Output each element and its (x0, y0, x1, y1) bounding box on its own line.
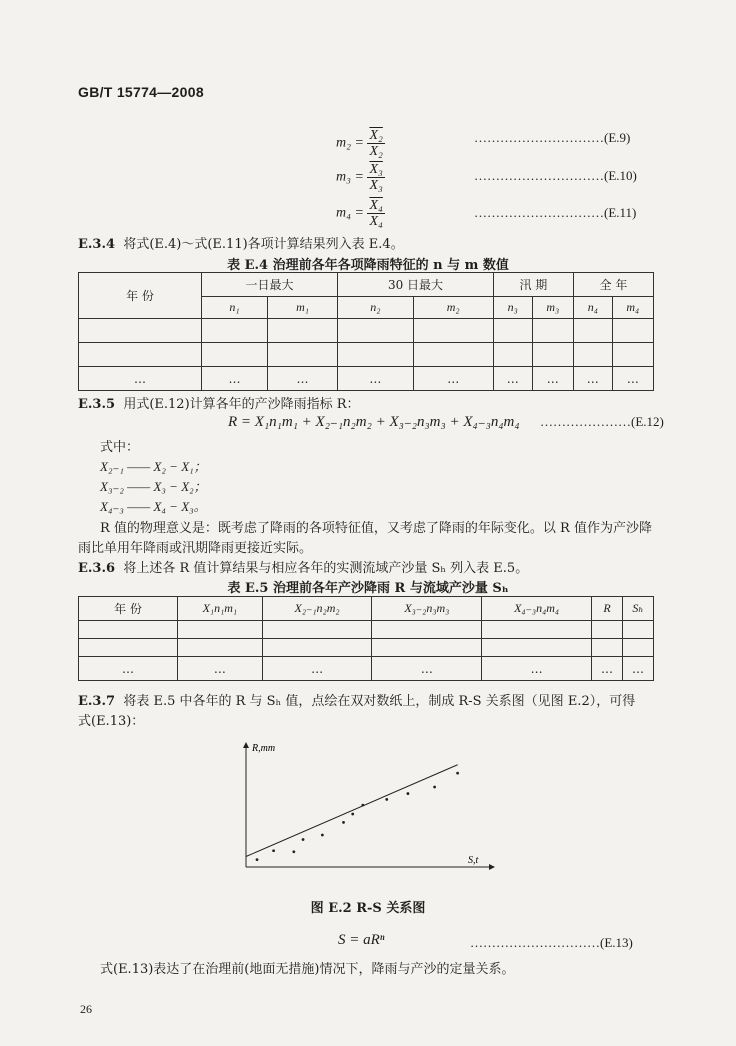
section-e36-text: 将上述各 R 值计算结果与相应各年的实测流域产沙量 Sₕ 列入表 E.5。 (123, 561, 529, 576)
table-e5-header: X₄₋₃n₄m₄ (482, 597, 592, 621)
table-e4-subheader: n₃ (493, 297, 532, 319)
section-e34-number: E.3.4 (78, 237, 116, 252)
table-e4-group-3: 汛 期 (493, 273, 573, 297)
table-cell-ellipsis: … (612, 367, 653, 391)
equation-ref-e11: …………………………(E.11) (474, 205, 637, 220)
data-point (272, 849, 275, 852)
section-e37-line2: 式(E.13)： (78, 714, 145, 729)
section-e34 (78, 233, 404, 252)
table-e5-header: R (591, 597, 622, 621)
table-e4-caption: 表 E.4 治理前各年各项降雨特征的 n 与 m 数值 (227, 258, 509, 273)
table-row (79, 319, 654, 343)
equation-m2 (336, 128, 385, 159)
table-e4-subheader: n₄ (573, 297, 612, 319)
section-e37 (78, 690, 635, 709)
section-e35-number: E.3.5 (78, 397, 116, 412)
figure-rs-chart (230, 735, 500, 875)
fit-line (246, 765, 458, 857)
table-cell-ellipsis: … (79, 657, 178, 681)
meaning-line-1: R 值的物理意义是：既考虑了降雨的各项特征值，又考虑了降雨的年际变化。以 R 值作为产沙降 (100, 521, 652, 536)
data-point (351, 813, 354, 816)
data-point (302, 838, 305, 841)
equation-m4-numerator: X₄ (369, 198, 383, 213)
table-e4-subheader: m₄ (612, 297, 653, 319)
equation-m3 (336, 162, 385, 193)
table-row (79, 621, 654, 639)
table-cell-ellipsis: … (573, 367, 612, 391)
equation-m4-denominator: X₄ (369, 214, 383, 229)
section-e35 (78, 393, 360, 412)
section-e36 (78, 557, 528, 576)
formula-s: S = aRⁿ (338, 932, 385, 948)
table-e5-header-year: 年 份 (79, 597, 178, 621)
table-cell-ellipsis: … (202, 367, 268, 391)
section-e37-number: E.3.7 (78, 694, 116, 709)
table-e4-group-1: 一日最大 (202, 273, 338, 297)
table-e5-header: X₂₋₁n₂m₂ (262, 597, 372, 621)
standard-number: GB/T 15774—2008 (78, 84, 204, 100)
equation-m3-numerator: X₃ (369, 162, 383, 177)
formula-s-ref: …………………………(E.13) (470, 935, 633, 950)
data-point (256, 858, 259, 861)
table-cell-ellipsis: … (338, 367, 413, 391)
section-e37-line1: 将表 E.5 中各年的 R 与 Sₕ 值，点绘在双对数纸上，制成 R-S 关系图（见图 E.2），可得 (123, 694, 636, 709)
where-line-2: X₃₋₂ —— X₃ − X₂； (100, 479, 207, 494)
equation-m2-numerator: X₂ (369, 128, 383, 143)
table-e5-header: X₁n₁m₁ (178, 597, 263, 621)
equation-ref-e9: …………………………(E.9) (474, 130, 631, 145)
table-row (79, 639, 654, 657)
data-point (342, 821, 345, 824)
table-row (79, 343, 654, 367)
conclusion: 式(E.13)表达了在治理前(地面无措施)情况下，降雨与产沙的定量关系。 (100, 962, 515, 977)
section-e36-number: E.3.6 (78, 561, 116, 576)
table-e4-subheader: m₁ (267, 297, 337, 319)
table-e4-subheader: m₂ (413, 297, 493, 319)
table-e4-group-2: 30 日最大 (338, 273, 494, 297)
where-label: 式中： (100, 440, 140, 455)
table-row (79, 367, 654, 391)
formula-r-ref: …………………(E.12) (540, 414, 664, 429)
table-e4-subheader: n₂ (338, 297, 413, 319)
equation-m3-lhs: m₃ = (336, 169, 364, 185)
equation-m4 (336, 198, 385, 229)
table-cell-ellipsis: … (79, 367, 202, 391)
data-point (385, 798, 388, 801)
table-cell-ellipsis: … (413, 367, 493, 391)
data-point (292, 850, 295, 853)
equation-m4-lhs: m₄ = (336, 205, 364, 221)
table-e5 (78, 596, 654, 681)
table-cell-ellipsis: … (622, 657, 653, 681)
table-e5-header: Sₕ (622, 597, 653, 621)
table-e4-year-header: 年 份 (79, 273, 202, 319)
table-cell-ellipsis: … (178, 657, 263, 681)
table-e4-group-4: 全 年 (573, 273, 653, 297)
table-cell-ellipsis: … (532, 367, 573, 391)
where-line-3: X₄₋₃ —— X₄ − X₃。 (100, 499, 207, 514)
y-axis-label: R,mm (252, 743, 276, 754)
section-e34-text: 将式(E.4)～式(E.11)各项计算结果列入表 E.4。 (123, 237, 404, 252)
data-point (407, 792, 410, 795)
table-cell-ellipsis: … (493, 367, 532, 391)
equation-m2-lhs: m₂ = (336, 135, 364, 151)
table-e4-subheader: n₁ (202, 297, 268, 319)
table-cell-ellipsis: … (591, 657, 622, 681)
table-cell-ellipsis: … (262, 657, 372, 681)
data-point (361, 804, 364, 807)
table-e5-header: X₃₋₂n₃m₃ (372, 597, 482, 621)
equation-ref-e10: …………………………(E.10) (474, 168, 637, 183)
table-e4-subheader: m₃ (532, 297, 573, 319)
table-cell-ellipsis: … (267, 367, 337, 391)
meaning-line-2: 雨比单用年降雨或汛期降雨更接近实际。 (78, 541, 313, 556)
section-e35-text: 用式(E.12)计算各年的产沙降雨指标 R： (123, 397, 360, 412)
table-cell-ellipsis: … (482, 657, 592, 681)
page-number: 26 (80, 1002, 92, 1016)
x-axis-label: S,t (468, 855, 479, 866)
table-cell-ellipsis: … (372, 657, 482, 681)
formula-r: R = X₁n₁m₁ + X₂₋₁n₂m₂ + X₃₋₂n₃m₃ + X₄₋₃n₄m₄ (228, 414, 520, 430)
data-point (433, 786, 436, 789)
data-point (321, 834, 324, 837)
table-e5-caption: 表 E.5 治理前各年产沙降雨 R 与流域产沙量 Sₕ (227, 581, 509, 596)
table-e4 (78, 272, 654, 391)
table-row (79, 657, 654, 681)
figure-caption: 图 E.2 R-S 关系图 (310, 901, 426, 916)
equation-m3-denominator: X₃ (369, 178, 383, 193)
equation-m2-denominator: X₂ (369, 144, 383, 159)
where-line-1: X₂₋₁ —— X₂ − X₁； (100, 459, 207, 474)
data-point (456, 772, 459, 775)
